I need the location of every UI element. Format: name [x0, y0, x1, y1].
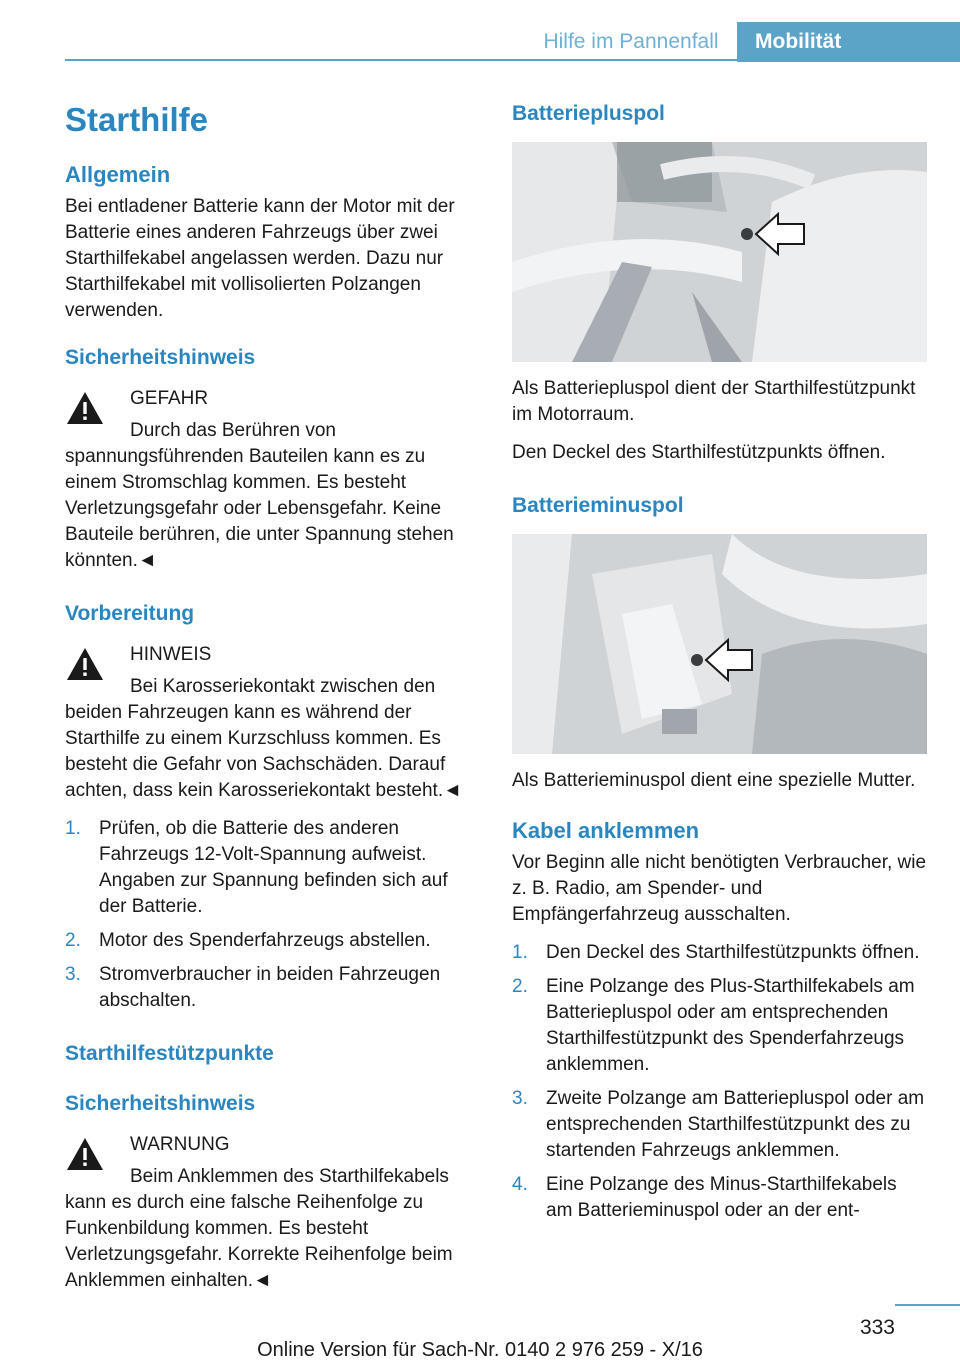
notice-label: HINWEIS [130, 644, 212, 665]
danger-text: Durch das Berühren von spannungsführenden Bauteilen kann es zu einem Stromschlag kommen. Es besteht Verletzungsgefahr oder Lebensgefahr. Keine Bauteile berühren, die unter Spannung stehen könnten.◄ [65, 420, 454, 571]
header-section-tab[interactable]: Hilfe im Pannenfall [543, 30, 719, 53]
page-title: Starthilfe [65, 101, 209, 138]
list-item [512, 940, 927, 966]
notice-text: Bei Karosseriekontakt zwischen den beiden Fahrzeugen kann es während der Starthilfe zu einem Kurzschluss kommen. Es besteht die Gefahr von Sachschäden. Darauf achten, dass kein Karosseriekontakt besteht.◄ [65, 676, 462, 801]
list-item [512, 1172, 927, 1224]
footer-version: Online Version für Sach-Nr. 0140 2 976 259 - X/16 [257, 1339, 703, 1361]
warning-triangle-icon [65, 646, 105, 682]
list-item [512, 1086, 927, 1164]
minus-heading: Batterieminuspol [512, 494, 684, 517]
step-number: 1. [65, 818, 81, 839]
left-column [65, 100, 480, 1306]
engine-bay-plus-image [512, 142, 927, 362]
general-text: Bei entladener Batterie kann der Motor mit der Batterie eines anderen Fahrzeugs über zwei Starthilfekabel angelassen werden. Dazu nur Starthilfekabel mit vollisolierten Polzangen verwenden. [65, 196, 455, 321]
prep-steps-list [65, 816, 480, 1014]
step-number: 3. [512, 1088, 528, 1109]
safety-heading: Sicherheitshinweis [65, 346, 256, 369]
step-number: 3. [65, 964, 81, 985]
plus-text-1: Als Batteriepluspol dient der Starthilfestützpunkt im Motorraum. [512, 378, 916, 425]
right-column [512, 100, 927, 1236]
header-rule [65, 59, 960, 61]
header-chapter-tab[interactable]: Mobilität [737, 22, 960, 62]
plus-heading: Batteriepluspol [512, 102, 665, 125]
engine-bay-minus-image [512, 534, 927, 754]
step-text: Stromverbraucher in beiden Fahrzeugen abschalten. [99, 964, 441, 1011]
list-item [65, 816, 480, 920]
list-item [512, 974, 927, 1078]
step-text: Zweite Polzange am Batteriepluspol oder am entsprechenden Starthilfestützpunkt des zu startenden Fahrzeugs anklemmen. [546, 1088, 925, 1161]
step-number: 2. [512, 976, 528, 997]
list-item [65, 928, 480, 954]
warning-triangle-icon [65, 390, 105, 426]
minus-text: Als Batterieminuspol dient eine spezielle Mutter. [512, 770, 916, 791]
cable-text: Vor Beginn alle nicht benötigten Verbraucher, wie z. B. Radio, am Spender- und Empfängerfahrzeug ausschalten. [512, 852, 927, 925]
warning-text: Beim Anklemmen des Starthilfekabels kann es durch eine falsche Reihenfolge zu Funkenbildung kommen. Es besteht Verletzungsgefahr. Korrekte Reihenfolge beim Anklemmen einhalten.◄ [65, 1166, 453, 1291]
footer-rule [895, 1304, 960, 1306]
danger-notice [65, 386, 480, 574]
plus-text-2: Den Deckel des Starthilfestützpunkts öffnen. [512, 442, 886, 463]
list-item [65, 962, 480, 1014]
warning-notice [65, 1132, 480, 1294]
cable-heading: Kabel anklemmen [512, 818, 700, 843]
danger-label: GEFAHR [130, 388, 209, 409]
step-text: Prüfen, ob die Batterie des anderen Fahrzeugs 12-Volt-Spannung aufweist. Angaben zur Spannung befinden sich auf der Batterie. [99, 818, 448, 917]
points-heading: Starthilfestützpunkte [65, 1042, 274, 1065]
step-text: Eine Polzange des Plus-Starthilfekabels am Batteriepluspol oder am entsprechenden Starthilfestützpunkt des Spenderfahrzeugs anklemmen. [546, 976, 915, 1075]
page-number: 333 [859, 1316, 895, 1339]
prep-heading: Vorbereitung [65, 602, 195, 625]
cable-steps-list [512, 940, 927, 1224]
general-heading: Allgemein [65, 162, 171, 187]
warning-label: WARNUNG [130, 1134, 230, 1155]
notice-box [65, 642, 480, 804]
step-number: 2. [65, 930, 81, 951]
step-text: Eine Polzange des Minus-Starthilfekabels am Batterieminuspol oder an der ent- [546, 1174, 897, 1221]
warning-triangle-icon [65, 1136, 105, 1172]
step-text: Den Deckel des Starthilfestützpunkts öffnen. [546, 942, 920, 963]
step-text: Motor des Spenderfahrzeugs abstellen. [99, 930, 431, 951]
step-number: 1. [512, 942, 528, 963]
step-number: 4. [512, 1174, 528, 1195]
points-safety-heading: Sicherheitshinweis [65, 1092, 256, 1115]
